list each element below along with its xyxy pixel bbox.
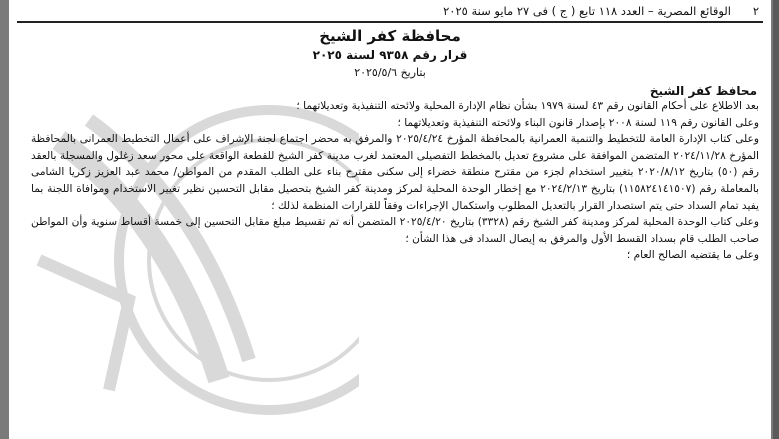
running-header-title: الوقائع المصرية – العدد ١١٨ تابع ( ج ) فى ٢٧ مايو سنة ٢٠٢٥ xyxy=(443,4,731,18)
governorate-title: محافظة كفر الشيخ xyxy=(319,27,461,45)
title-block xyxy=(9,26,771,82)
page-number: ٢ xyxy=(752,4,759,18)
decree-body xyxy=(31,98,759,264)
header-rule xyxy=(17,21,763,23)
decree-date: بتاريخ ٢٠٢٥/٥/٦ xyxy=(354,66,426,79)
running-header xyxy=(9,4,771,20)
page-edge-shadow xyxy=(773,0,779,439)
paragraph: وعلى ما يقتضيه الصالح العام ؛ xyxy=(626,249,759,262)
paragraph: وعلى القانون رقم ١١٩ لسنة ٢٠٠٨ بإصدار قانون البناء ولائحته التنفيذية وتعديلاتهما ؛ xyxy=(397,116,759,129)
paragraph: وعلى كتاب الإدارة العامة للتخطيط والتنمية العمرانية بالمحافظة المؤرخ ٢٠٢٥/٤/٢٤ والمرفق به محضر اجتماع لجنة الإشراف على أعمال التخطيط العمرانى بالمحافظة المؤرخ ٢٠٢٤/١١/٢٨ المتضمن الموافقة على مشروع تعديل بالمخطط التفصيلى المعتمد لغرب مدينة كفر الشيخ للقطعة الواقعة على محور سعد زغلول والمسجلة بالعقد رقم (٥٠) بتاريخ ٢٠٢٠/٨/١٢ بتغيير استخدام لجزء من مقترح منطقة خضراء إلى سكنى مقترح بناء على الطلب المقدم من المواطن/ محمد عبد العزيز زكريا الشامى بالمعاملة رقم (١١٥٨٢٤١٤١٥٠٧) بتاريخ ٢٠٢٤/٢/١٣ مع إخطار الوحدة المحلية لمركز ومدينة كفر الشيخ بتحصيل مقابل التحسين نظير تغيير الاستخدام وموافاة اللجنة بما يفيد تمام السداد حتى يتم استصدار القرار بالتعديل المطلوب واستكمال الإجراءات وفقاً للقرارات المنظمة لذلك ؛ xyxy=(31,133,759,212)
issuer-heading: محافظ كفر الشيخ xyxy=(649,84,757,98)
paragraph: وعلى كتاب الوحدة المحلية لمركز ومدينة كفر الشيخ رقم (٣٣٢٨) بتاريخ ٢٠٢٥/٤/٢٠ المتضمن أنه تم تقسيط مبلغ مقابل التحسين إلى خمسة أقساط سنوية وأن المواطن صاحب الطلب قام بسداد القسط الأول والمرفق به إيصال السداد فى هذا الشأن ؛ xyxy=(31,216,759,245)
document-page xyxy=(9,0,771,439)
paragraph: بعد الاطلاع على أحكام القانون رقم ٤٣ لسنة ١٩٧٩ بشأن نظام الإدارة المحلية ولائحته التنفيذية وتعديلاتهما ؛ xyxy=(296,100,759,112)
decree-number: قرار رقم ٩٣٥٨ لسنة ٢٠٢٥ xyxy=(312,48,468,62)
